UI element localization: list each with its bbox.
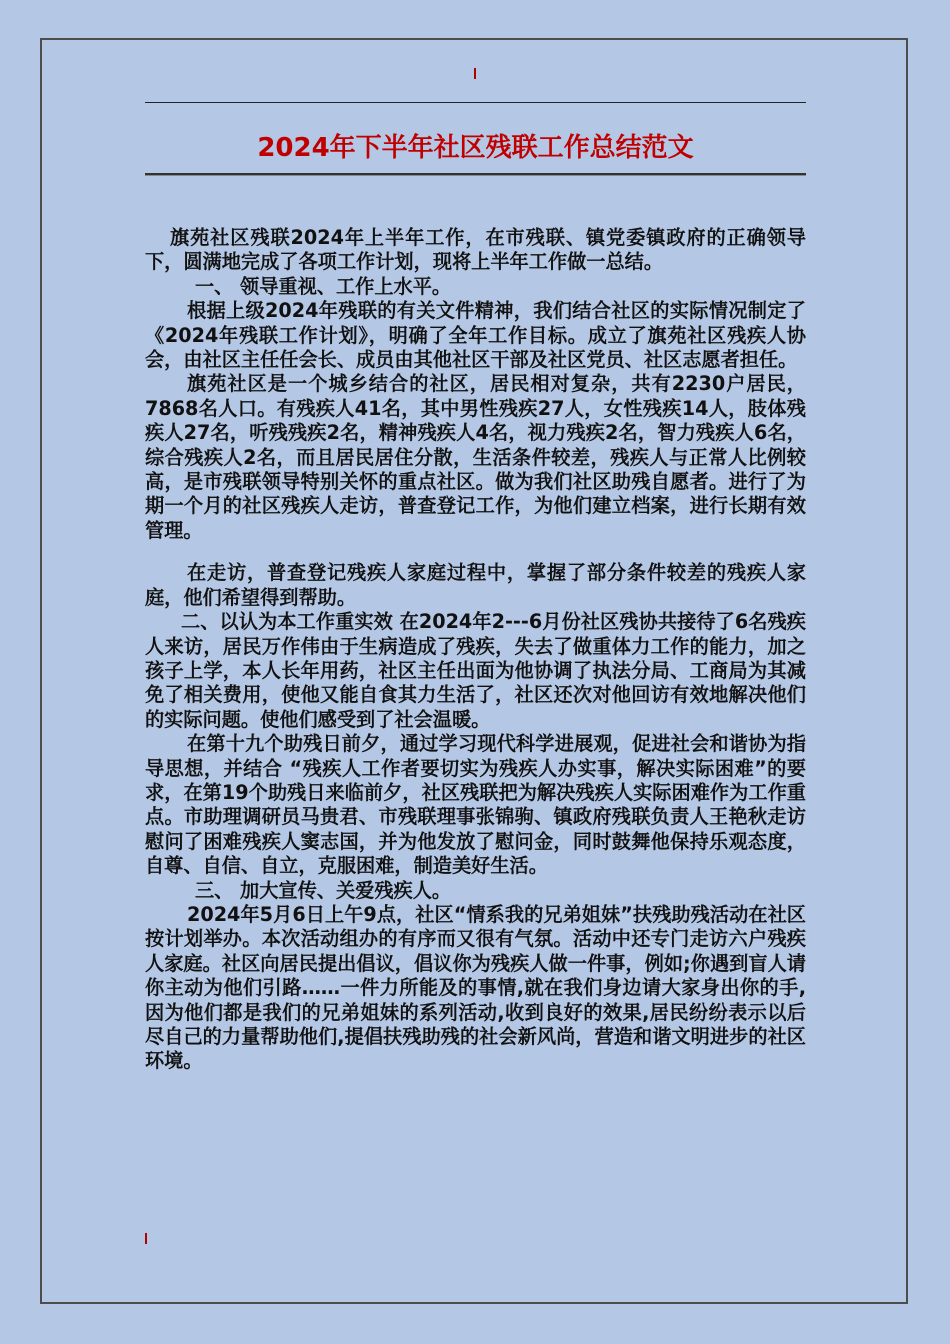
title-rule: [145, 173, 806, 175]
paragraph: 根据上级2024年残联的有关文件精神，我们结合社区的实际情况制定了《2024年残联工作计划》，明确了全年工作目标。成立了旗苑社区残疾人协会，由社区主任任会长、成员由其他社区干部及社区党员、社区志愿者担任。: [145, 299, 806, 372]
paragraph: 在第十九个助残日前夕，通过学习现代科学进展观，促进社会和谐协为指导思想，并结合 “残疾人工作者要切实为残疾人办实事，解决实际困难”的要求，在第19个助残日来临前夕，社区残联把为解决残疾人实际困难作为工作重点。市助理调研员马贵君、市残联理事张锦驹、镇政府残联负责人王艳秋走访慰问了困难残疾人窦志国，并为他发放了慰问金，同时鼓舞他保持乐观态度，自尊、自信、自立，克服困难，制造美好生活。: [145, 732, 806, 878]
footer-mark: [145, 1233, 147, 1244]
section-heading-3: 三、 加大宣传、关爱残疾人。: [195, 878, 452, 902]
document-title: 2024年下半年社区残联工作总结范文: [257, 133, 694, 163]
document-body: [145, 226, 806, 1074]
paragraph: 旗苑社区是一个城乡结合的社区，居民相对复杂，共有2230户居民，7868名人口。有残疾人41名，其中男性残疾27人，女性残疾14人，肢体残疾人27名，听残残疾2名，精神残疾人4名，视力残疾2名，智力残疾人6名，综合残疾人2名，而且居民居住分散，生活条件较差，残疾人与正常人比例较高，是市残联领导特别关怀的重点社区。做为我们社区助残自愿者。进行了为期一个月的社区残疾人走访，普查登记工作，为他们建立档案，进行长期有效管理。: [145, 372, 806, 542]
header-rule: [145, 102, 806, 103]
paragraph-gap: [145, 543, 806, 561]
paragraph: 2024年5月6日上午9点，社区“情系我的兄弟姐妹”扶残助残活动在社区按计划举办。本次活动组办的有序而又很有气氛。活动中还专门走访六户残疾人家庭。社区向居民提出倡议，倡议你为残疾人做一件事，例如;你遇到盲人请你主动为他们引路……一件力所能及的事情,就在我们身边请大家身出你的手,因为他们都是我们的兄弟姐妹的系列活动,收到良好的效果,居民纷纷表示以后尽自己的力量帮助他们,提倡扶残助残的社会新风尚，营造和谐文明进步的社区环境。: [145, 902, 806, 1073]
paragraph: 在走访，普查登记残疾人家庭过程中，掌握了部分条件较差的残疾人家庭，他们希望得到帮助。: [145, 561, 806, 609]
paragraph-intro: 旗苑社区残联2024年上半年工作，在市残联、镇党委镇政府的正确领导下，圆满地完成了各项工作计划，现将上半年工作做一总结。: [145, 226, 806, 274]
section-heading-2: 二、以认为本工作重实效 在2024年2---6月份社区残协共接待了6名残疾人来访，居民万作伟由于生病造成了残疾，失去了做重体力工作的能力，加之孩子上学，本人长年用药，社区主任出面为他协调了执法分局、工商局为其减免了相关费用，使他又能自食其力生活了，社区还次对他回访有效地解决他们的实际问题。使他们感受到了社会温暖。: [145, 610, 806, 731]
header-mark: [474, 68, 476, 79]
section-heading-1: 一、 领导重视、工作上水平。: [195, 274, 452, 298]
